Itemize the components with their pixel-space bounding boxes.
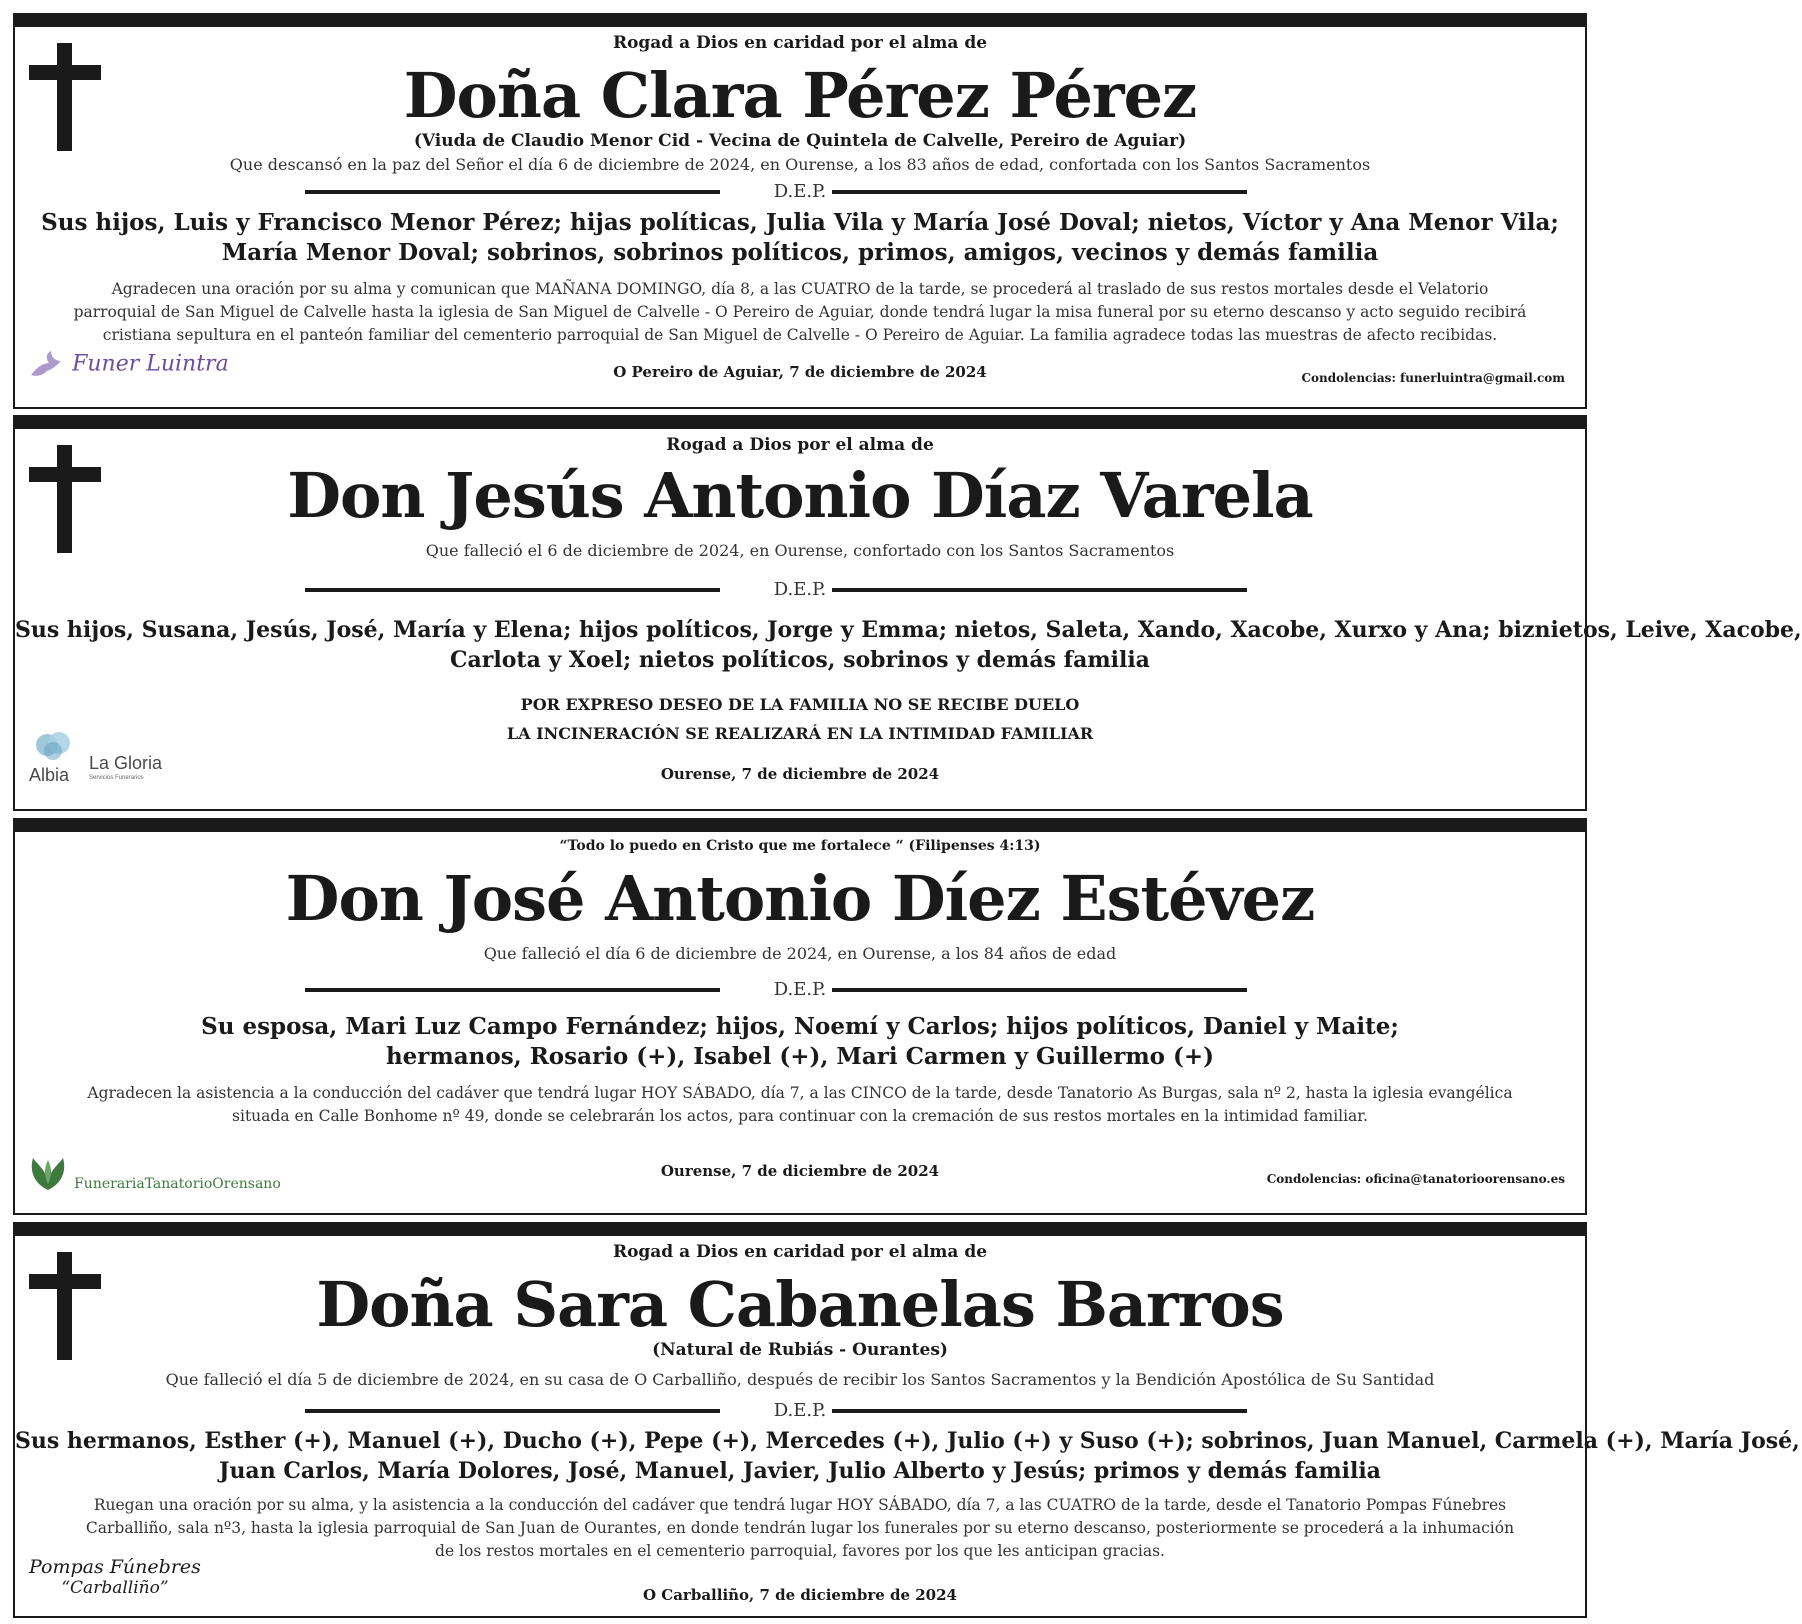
logo-brand: Albia — [29, 765, 70, 785]
obituary-notice-3 — [13, 818, 1587, 1215]
notice-date: O Pereiro de Aguiar, 7 de diciembre de 2024 — [613, 363, 987, 381]
body-line-1: Ruegan una oración por su alma, y la asistencia a la conducción del cadáver que tendrá lugar HOY SÁBADO, día 7, a las CUATRO de la tarde, desde el Tanatorio Pompas Fúnebres — [93, 1496, 1507, 1514]
logo-text: FunerariaTanatorioOrensano — [74, 1176, 281, 1192]
body-line-2: situada en Calle Bonhome nº 49, donde se celebrarán los actos, para continuar con la cremación de sus restos mortales en la intimidad familiar. — [232, 1107, 1368, 1125]
family-line-1: Su esposa, Mari Luz Campo Fernández; hijos, Noemí y Carlos; hijos políticos, Daniel y Maite; — [201, 1013, 1399, 1040]
dep-label: D.E.P. — [773, 979, 827, 1000]
notice-subtitle: (Viuda de Claudio Menor Cid - Vecina de Quintela de Calvelle, Pereiro de Aguiar) — [413, 131, 1187, 151]
notice-intro: Rogad a Dios en caridad por el alma de — [612, 1242, 988, 1262]
logo-text: Funer Luintra — [72, 351, 229, 377]
dep-label: D.E.P. — [773, 181, 827, 202]
dep-label: D.E.P. — [773, 1400, 827, 1421]
family-line-2: Juan Carlos, María Dolores, José, Manuel, Javier, Julio Alberto y Jesús; primos y demás familia — [219, 1458, 1381, 1484]
death-line: Que falleció el día 5 de diciembre de 2024, en su casa de O Carballiño, después de recibir los Santos Sacramentos y la Bendición Apostólica de Su Santidad — [165, 1370, 1435, 1389]
logo-tagline: Servicios Funerarios — [89, 775, 144, 781]
body-line-1: Agradecen una oración por su alma y comunican que MAÑANA DOMINGO, día 8, a las CUATRO de la tarde, se procederá al traslado de sus restos mortales desde el Velatorio — [111, 280, 1489, 298]
obituary-notice-4 — [13, 1222, 1800, 1618]
deceased-name: Don José Antonio Díez Estévez — [285, 862, 1315, 935]
notice-date: O Carballiño, 7 de diciembre de 2024 — [642, 1586, 957, 1604]
family-line-2: Carlota y Xoel; nietos políticos, sobrinos y demás familia — [450, 647, 1150, 673]
deceased-name: Don Jesús Antonio Díaz Varela — [287, 459, 1313, 532]
notice-date: Ourense, 7 de diciembre de 2024 — [660, 765, 940, 783]
notice-intro: Rogad a Dios en caridad por el alma de — [612, 33, 988, 53]
notice-quote: “Todo lo puedo en Cristo que me fortalece “ (Filipenses 4:13) — [559, 838, 1041, 854]
note-line-2: LA INCINERACIÓN SE REALIZARÁ EN LA INTIMIDAD FAMILIAR — [506, 724, 1094, 743]
family-line-2: hermanos, Rosario (+), Isabel (+), Mari Carmen y Guillermo (+) — [385, 1043, 1215, 1070]
logo-line-1: Pompas Fúnebres — [29, 1556, 201, 1578]
family-line-2: María Menor Doval; sobrinos, sobrinos políticos, primos, amigos, vecinos y demás familia — [221, 239, 1379, 266]
notice-subtitle: (Natural de Rubiás - Ourantes) — [652, 1340, 948, 1360]
body-line-3: de los restos mortales en el cementerio parroquial, favores por los que les anticipan gracias. — [435, 1542, 1165, 1560]
family-line-1: Sus hijos, Luis y Francisco Menor Pérez; hijas políticas, Julia Vila y María José Doval; nietos, Víctor y Ana Menor Vila; — [41, 209, 1559, 236]
condolences-contact: Condolencias: funerluintra@gmail.com — [1301, 371, 1565, 385]
obituary-notice-1 — [13, 13, 1587, 409]
deceased-name: Doña Clara Pérez Pérez — [403, 59, 1197, 132]
logo-name: La Gloria — [89, 753, 163, 773]
death-line: Que descansó en la paz del Señor el día 6 de diciembre de 2024, en Ourense, a los 83 años de edad, confortada con los Santos Sacramentos — [229, 155, 1371, 174]
body-line-1: Agradecen la asistencia a la conducción del cadáver que tendrá lugar HOY SÁBADO, día 7, a las CINCO de la tarde, desde Tanatorio As Burgas, sala nº 2, hasta la iglesia evangélica — [87, 1084, 1513, 1102]
family-line-1: Sus hijos, Susana, Jesús, José, María y Elena; hijos políticos, Jorge y Emma; nietos, Saleta, Xando, Xacobe, Xurxo y Ana; biznietos, Leive, Xacobe, — [15, 617, 1802, 643]
notice-intro: Rogad a Dios por el alma de — [666, 435, 934, 455]
body-line-2: Carballiño, sala nº3, hasta la iglesia parroquial de San Juan de Ourantes, en donde tendrán lugar los funerales por su eterno descanso, posteriormente se procederá a la inhumación — [85, 1519, 1515, 1537]
family-line-1: Sus hermanos, Esther (+), Manuel (+), Ducho (+), Pepe (+), Mercedes (+), Julio (+) y Suso (+); sobrinos, Juan Manuel, Carmela (+), María José, — [15, 1428, 1800, 1454]
condolences-contact: Condolencias: oficina@tanatorioorensano.es — [1266, 1172, 1565, 1186]
deceased-name: Doña Sara Cabanelas Barros — [316, 1268, 1284, 1341]
dep-label: D.E.P. — [773, 579, 827, 600]
note-line-1: POR EXPRESO DESEO DE LA FAMILIA NO SE RECIBE DUELO — [520, 695, 1080, 714]
notice-date: Ourense, 7 de diciembre de 2024 — [660, 1162, 940, 1180]
body-line-3: cristiana sepultura en el panteón familiar del cementerio parroquial de San Miguel de Calvelle - O Pereiro de Aguiar. La familia agradece todas las muestras de afecto recibidas. — [102, 326, 1498, 344]
obituary-notice-2 — [13, 415, 1802, 811]
death-line: Que falleció el día 6 de diciembre de 2024, en Ourense, a los 84 años de edad — [483, 944, 1117, 963]
cloud-logo-icon — [29, 729, 79, 765]
body-line-2: parroquial de San Miguel de Calvelle hasta la iglesia de San Miguel de Calvelle - O Pereiro de Aguiar, donde tendrá lugar la misa funeral por su eterno descanso y acto seguido recibirá — [73, 303, 1527, 321]
death-line: Que falleció el 6 de diciembre de 2024, en Ourense, confortado con los Santos Sacramentos — [425, 541, 1175, 560]
logo-line-2: “Carballiño” — [61, 1578, 169, 1598]
